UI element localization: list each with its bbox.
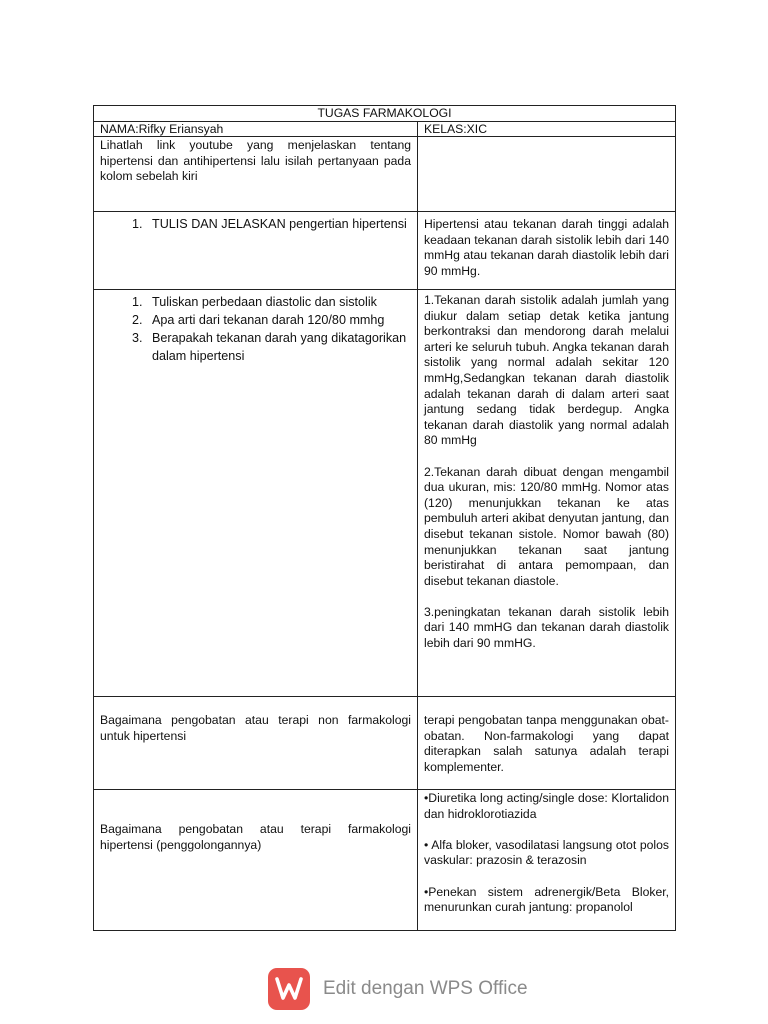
student-name: NAMA:Rifky Eriansyah [94,122,418,137]
answer-4-part-1: •Diuretika long acting/single dose: Klortalidon dan hidroklorotiazida [424,791,669,821]
instruction-text: Lihatlah link youtube yang menjelaskan tentang hipertensi dan antihipertensi lalu isilah pertanyaan pada kolom sebelah kiri [94,137,418,212]
question-2-item: 3. Berapakah tekanan darah yang dikatagorikan dalam hipertensi [146,329,411,365]
question-2-item: 1. Tuliskan perbedaan diastolic dan sistolik [146,293,411,311]
assignment-table [93,105,676,931]
question-1-item: 1. TULIS DAN JELASKAN pengertian hipertensi [146,215,411,233]
question-3: Bagaimana pengobatan atau terapi non farmakologi untuk hipertensi [94,697,418,790]
wps-office-logo-icon [268,968,310,1010]
question-2-list [100,293,411,365]
student-class: KELAS:XIC [418,122,676,137]
answer-4-part-2: • Alfa bloker, vasodilatasi langsung otot polos vaskular: prazosin & terazosin [424,837,669,868]
answer-1: Hipertensi atau tekanan darah tinggi adalah keadaan tekanan darah sistolik lebih dari 140 mmHg atau tekanan darah diastolik lebih dari 90 mmHg. [418,212,676,290]
answer-2-part-3: 3.peningkatan tekanan darah sistolik lebih dari 140 mmHG dan tekanan darah diastolik lebih dari 90 mmHG. [424,604,669,651]
wps-edit-banner[interactable] [268,968,528,1010]
edit-with-wps-link[interactable]: Edit dengan WPS Office [323,978,528,999]
question-2-cell [94,290,418,697]
answer-3: terapi pengobatan tanpa menggunakan obat-obatan. Non-farmakologi yang dapat diterapkan salah satunya adalah terapi komplementer. [418,697,676,790]
answer-2-part-1: 1.Tekanan darah sistolik adalah jumlah yang diukur dalam setiap detak ketika jantung berkontraksi dan mendorong darah melalui arteri ke seluruh tubuh. Angka tekanan darah sistolik yang normal adalah sekitar 120 mmHg,Sedangkan tekanan darah diastolik adalah tekanan darah di dalam arteri saat jantung sedang tidak berdegup. Angka tekanan darah diastolik yang normal adalah 80 mmHg [424,293,669,448]
document-title: TUGAS FARMAKOLOGI [94,106,676,122]
answer-2-part-2: 2.Tekanan darah dibuat dengan mengambil dua ukuran, mis: 120/80 mmHg. Nomor atas (120) menunjukkan tekanan ke atas pembuluh arteri akibat denyutan jantung, dan disebut tekanan sistole. Nomor bawah (80) menunjukkan tekanan saat jantung beristirahat di antara pemompaan, dan disebut tekanan diastole. [424,464,669,588]
question-1-cell [94,212,418,290]
question-1-list [100,215,411,233]
question-4: Bagaimana pengobatan atau terapi farmakologi hipertensi (penggolongannya) [94,790,418,931]
answer-4-part-3: •Penekan sistem adrenergik/Beta Bloker, menurunkan curah jantung: propanolol [424,884,669,915]
answer-4-cell [418,790,676,931]
question-2-item: 2. Apa arti dari tekanan darah 120/80 mmhg [146,311,411,329]
answer-2-cell [418,290,676,697]
instruction-answer-empty [418,137,676,212]
